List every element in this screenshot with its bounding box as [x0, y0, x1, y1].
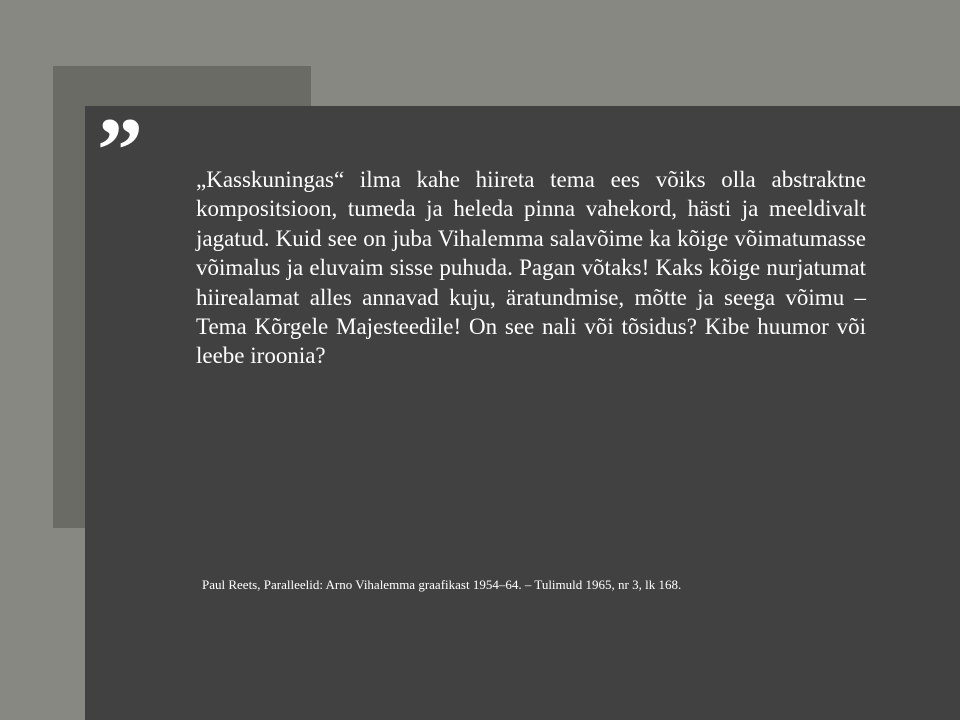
citation: Paul Reets, Paralleelid: Arno Vihalemma graafikast 1954–64. – Tulimuld 1965, nr 3, lk 168.: [202, 577, 682, 592]
quotation-mark-icon: ”: [97, 99, 143, 201]
quote-text: „Kasskuningas“ ilma kahe hiireta tema ees võiks olla abstraktne kompositsioon, tumeda ja heleda pinna vahekord, hästi ja meeldivalt jagatud. Kuid see on juba Vihalemma salavõime ka kõige võimatumasse võimalus ja eluvaim sisse puhuda. Pagan võtaks! Kaks kõige nurjatumat hiirealamat alles annavad kuju, äratundmise, mõtte ja seega võimu – Tema Kõrgele Majesteedile! On see nali või tõsidus? Kibe huumor või leebe iroonia?: [196, 167, 866, 369]
